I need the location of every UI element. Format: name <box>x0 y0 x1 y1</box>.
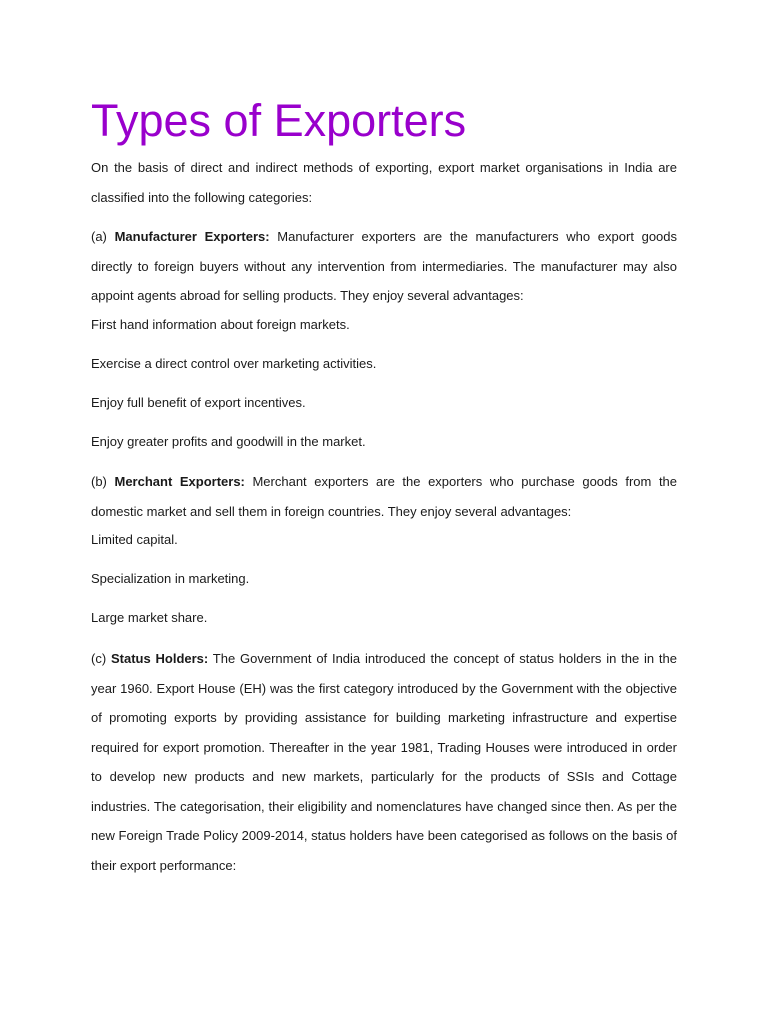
section-prefix: (a) <box>91 229 115 244</box>
list-item: Specialization in marketing. <box>91 571 250 586</box>
list-item: Enjoy greater profits and goodwill in the market. <box>91 434 366 449</box>
page-title: Types of Exporters <box>91 95 467 146</box>
list-item: Limited capital. <box>91 532 178 547</box>
merchant-exporters-paragraph <box>91 467 677 526</box>
merchant-exporters-term: Merchant Exporters: <box>114 474 245 489</box>
list-item: Large market share. <box>91 610 208 625</box>
status-holders-text: The Government of India introduced the concept of status holders in the in the year 1960. Export House (EH) was the first category introduced by the Government with the objective of promoting exports by providing assistance for building marketing infrastructure and expertise required for export promotion. Thereafter in the year 1981, Trading Houses were introduced in order to develop new products and new markets, particularly for the products of SSIs and Cottage industries. The categorisation, their eligibility and nomenclatures have changed since then. As per the new Foreign Trade Policy 2009-2014, status holders have been categorised as follows on the basis of their export performance: <box>91 651 677 873</box>
merchant-exporters-text: Merchant exporters are the exporters who purchase goods from the domestic market and sell them in foreign countries. They enjoy several advantages: <box>91 474 678 519</box>
status-holders-paragraph <box>91 644 677 880</box>
list-item: Enjoy full benefit of export incentives. <box>91 395 306 410</box>
list-item: First hand information about foreign markets. <box>91 317 350 332</box>
list-item: Exercise a direct control over marketing activities. <box>91 356 377 371</box>
section-prefix: (c) <box>91 651 111 666</box>
intro-paragraph: On the basis of direct and indirect methods of exporting, export market organisations in India are classified into the following categories: <box>91 160 677 205</box>
section-prefix: (b) <box>91 474 115 489</box>
manufacturer-exporters-paragraph <box>91 222 677 311</box>
status-holders-term: Status Holders: <box>110 651 209 666</box>
manufacturer-exporters-text: Manufacturer exporters are the manufacturers who export goods directly to foreign buyers without any intervention from intermediaries. The manufacturer may also appoint agents abroad for selling products. They enjoy several advantages: <box>91 229 678 303</box>
manufacturer-exporters-term: Manufacturer Exporters: <box>114 229 270 244</box>
